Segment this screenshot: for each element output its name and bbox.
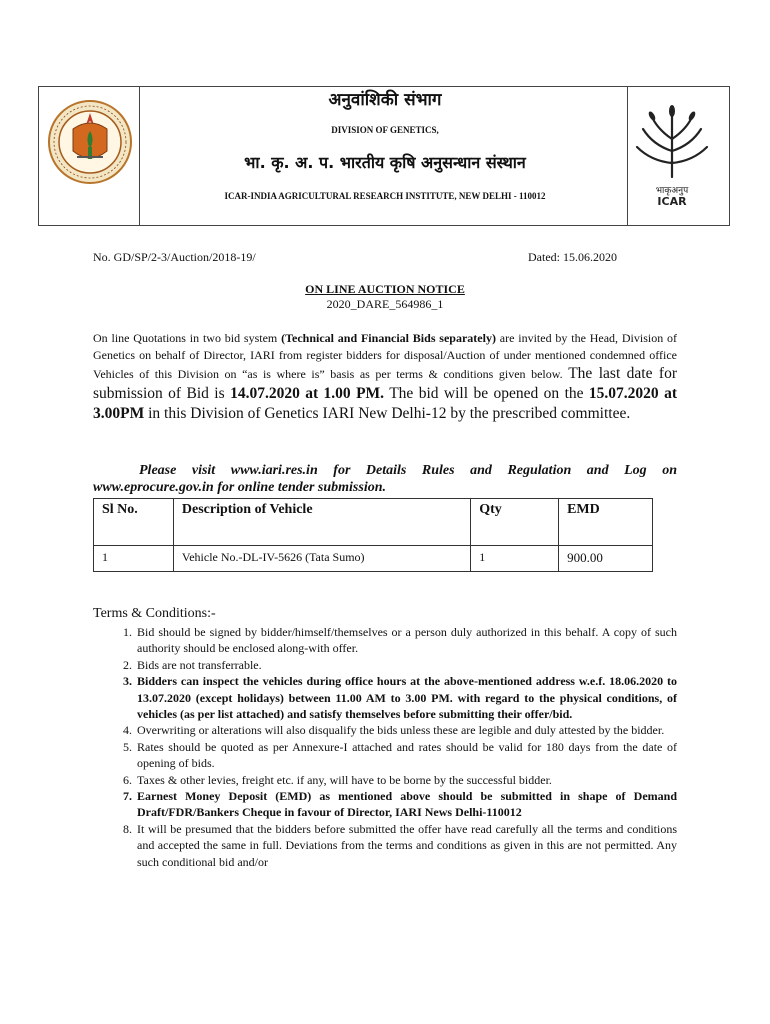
list-item: 5. Rates should be quoted as per Annexure-I attached and rates should be valid for 180 days from the date of opening of bids. (135, 739, 677, 772)
list-item: 2. Bids are not transferrable. (135, 657, 677, 673)
cell-description: Vehicle No.-DL-IV-5626 (Tata Sumo) (173, 546, 470, 572)
hindi-division-title: अनुवांशिकी संभाग (328, 90, 442, 110)
website-instruction: Please visit www.iari.res.in for Details Rules and Regulation and Log on www.eprocure.gov.in for online tender submission. (93, 463, 677, 495)
list-item: 4. Overwriting or alterations will also disqualify the bids unless these are legible and duly attested by the bidder. (135, 722, 677, 738)
notice-title: ON LINE AUCTION NOTICE (305, 282, 465, 296)
iari-emblem-icon (47, 99, 133, 185)
notice-paragraph: On line Quotations in two bid system (Technical and Financial Bids separately) are invited by the Head, Division of Genetics on behalf of Director, IARI from register bidders for disposal/Auction of under mentioned condemned office Vehicles of this Division on “as is where is” basis as per terms & conditions given below. The last date for submission of Bid is 14.07.2020 at 1.00 PM. The bid will be opened on the 15.07.2020 at 3.00PM in this Division of Genetics IARI New Delhi-12 by the prescribed committee. (93, 331, 678, 422)
cell-emd: 900.00 (559, 546, 653, 572)
institute-name: ICAR-INDIA AGRICULTURAL RESEARCH INSTITUTE, NEW DELHI - 110012 (224, 191, 546, 201)
letterhead (38, 86, 730, 226)
col-qty: Qty (471, 499, 559, 546)
icar-logo-icon (623, 99, 721, 209)
col-emd: EMD (559, 499, 653, 546)
list-item: 7. Earnest Money Deposit (EMD) as mentioned above should be submitted in shape of Demand Draft/FDR/Bankers Cheque in favour of Director, IARI News Delhi-110012 (135, 788, 677, 821)
vehicle-table (93, 498, 653, 572)
terms-heading: Terms & Conditions:- (93, 606, 216, 621)
notice-date: Dated: 15.06.2020 (528, 250, 617, 264)
cell-qty: 1 (471, 546, 559, 572)
cell-sl-no: 1 (94, 546, 174, 572)
terms-list (93, 624, 677, 870)
icar-logo-text: ICAR (657, 195, 687, 208)
tender-id: 2020_DARE_564986_1 (326, 297, 444, 311)
hindi-institute-title: भा. कृ. अ. प. भारतीय कृषि अनुसन्धान संस्थान (244, 153, 526, 172)
list-item: 3. Bidders can inspect the vehicles during office hours at the above-mentioned address w.e.f. 18.06.2020 to 13.07.2020 (except holidays) between 11.00 AM to 3.00 PM. with regard to the physical conditions, of vehicles (as per list attached) and satisfy themselves before submitting their offer/bid. (135, 673, 677, 722)
list-item: 8. It will be presumed that the bidders before submitted the offer have read carefully all the terms and conditions and accepted the same in full. Deviations from the terms and conditions as given in this are not permitted. Any such conditional bid and/or (135, 821, 677, 870)
table-header-row (94, 499, 653, 546)
col-description: Description of Vehicle (173, 499, 470, 546)
list-item: 1. Bid should be signed by bidder/himself/themselves or a person duly authorized in this behalf. A copy of such authority should be enclosed along-with offer. (135, 624, 677, 657)
list-item: 6. Taxes & other levies, freight etc. if any, will have to be borne by the successful bidder. (135, 772, 677, 788)
division-name: DIVISION OF GENETICS, (331, 125, 439, 135)
icar-logo-hindi: भाकृअनुप (655, 186, 689, 196)
reference-number: No. GD/SP/2-3/Auction/2018-19/ (93, 250, 256, 264)
col-sl-no: Sl No. (94, 499, 174, 546)
table-row (94, 546, 653, 572)
